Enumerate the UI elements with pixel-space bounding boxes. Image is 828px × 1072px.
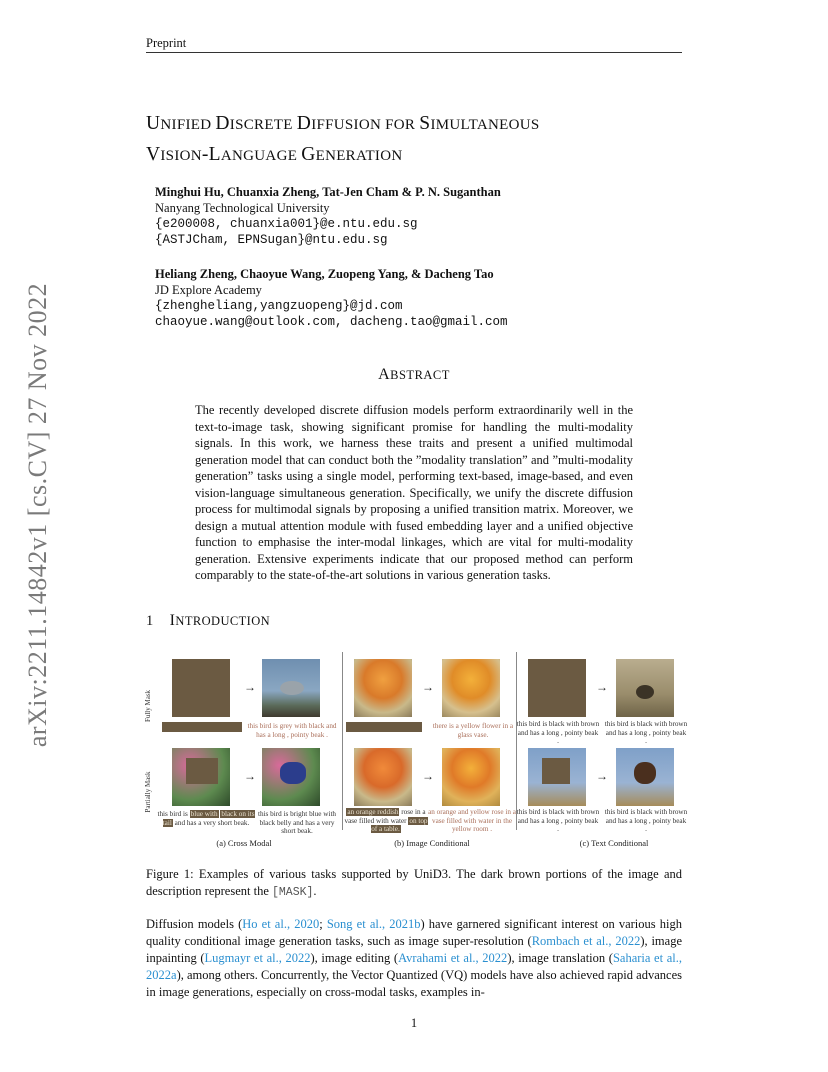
author-block-2 bbox=[155, 266, 508, 330]
author-names-1: Minghui Hu, Chuanxia Zheng, Tat-Jen Cham & P. N. Suganthan bbox=[155, 185, 501, 199]
caption-a-bottom-input: this bird is blue with black on its tail and has a very short beak. bbox=[157, 810, 255, 827]
introduction-paragraph: Diffusion models (Ho et al., 2020; Song et al., 2021b) have garnered significant interest on various high quality conditional image generation tasks, such as image super-resolution (Rombach et al., 2022), image inpainting (Lugmayr et al., 2022), image editing (Avrahami et al., 2022), image translation (Saharia et al., 2022a), among others. Concurrently, the Vector Quantized (VQ) models have also achieved rapid advances in image generations, especially on cross-modal tasks, examples in- bbox=[146, 917, 682, 999]
citation-link[interactable]: Saharia et al., 2022a bbox=[146, 951, 682, 982]
citation-link[interactable]: Avrahami et al., 2022 bbox=[398, 951, 508, 965]
row-label-partially-mask: Partially Mask bbox=[144, 771, 152, 813]
subfigure-label-c: (c) Text Conditional bbox=[579, 838, 649, 848]
title-line-2: VISION-LANGUAGE GENERATION bbox=[146, 144, 403, 165]
caption-c-top-output: this bird is black with brown and has a long , pointy beak . bbox=[604, 720, 688, 746]
row-label-fully-mask: Fully Mask bbox=[144, 689, 152, 723]
arrow-right-icon: → bbox=[596, 769, 608, 783]
arxiv-id-text: arXiv:2211.14842v1 [cs.CV] 27 Nov 2022 bbox=[23, 282, 52, 748]
caption-c-top-input: this bird is black with brown and has a long , pointy beak . bbox=[516, 720, 600, 746]
generated-bird-branch-image bbox=[616, 748, 674, 806]
header-rule bbox=[146, 52, 682, 53]
input-rose-image bbox=[354, 659, 412, 717]
caption-b-bottom-input: an orange reddish rose in a vase filled with water on top of a table. bbox=[344, 808, 428, 834]
abstract-heading: ABSTRACT bbox=[378, 366, 450, 383]
email-line-2b: chaoyue.wang@outlook.com, dacheng.tao@gmail.com bbox=[155, 315, 508, 329]
input-rose-image-2 bbox=[354, 748, 412, 806]
author-block-1 bbox=[155, 184, 501, 248]
caption-c-bottom-output: this bird is black with brown and has a long , pointy beak . bbox=[604, 808, 688, 834]
subfigure-label-a: (a) Cross Modal bbox=[216, 838, 272, 848]
caption-a-top-output: this bird is grey with black and has a long , pointy beak . bbox=[247, 722, 337, 739]
figure-1-caption: Figure 1: Examples of various tasks supported by UniD3. The dark brown portions of the image and description represent the [MASK]. bbox=[146, 867, 682, 899]
abstract-body: The recently developed discrete diffusion models perform extraordinarily well in the text-to-image task, showing significant promise for handling the multi-modality signals. In this work, we harness these traits and present a unified multimodal generation model that can conduct both the ”modality translation” and ”multi-modality generation” tasks using a single model, performing text-based, image-based, and even vision-language simultaneous generation. Specifically, we unify the discrete diffusion process for multimodal signals by proposing a unified transition matrix. Moreover, we design a mutual attention module with fused embedding layer and a unified objective function to emphasise the inter-modal linkages, which are vital for multi-modality generation. Extensive experiments indicate that our proposed method can perform comparably to the state-of-the-art solutions in various generation tasks. bbox=[195, 403, 633, 582]
generated-brown-bird-image bbox=[616, 659, 674, 717]
figure-separator bbox=[342, 652, 343, 830]
caption-c-bottom-input: this bird is black with brown and has a long , pointy beak . bbox=[516, 808, 600, 834]
figure-1 bbox=[140, 650, 688, 855]
arrow-right-icon: → bbox=[596, 680, 608, 694]
arrow-right-icon: → bbox=[422, 769, 434, 783]
input-bird-image-partial bbox=[172, 748, 230, 806]
author-names-2: Heliang Zheng, Chaoyue Wang, Zuopeng Yang, & Dacheng Tao bbox=[155, 267, 494, 281]
arrow-right-icon: → bbox=[244, 680, 256, 694]
generated-yellow-flower-image bbox=[442, 659, 500, 717]
page-number: 1 bbox=[410, 1016, 418, 1030]
arrow-right-icon: → bbox=[422, 680, 434, 694]
email-line-1a: {e200008, chuanxia001}@e.ntu.edu.sg bbox=[155, 217, 418, 231]
arrow-right-icon: → bbox=[244, 769, 256, 783]
subfigure-label-b: (b) Image Conditional bbox=[394, 838, 470, 848]
input-bird-branch-image bbox=[528, 748, 586, 806]
generated-orange-rose-image bbox=[442, 748, 500, 806]
email-line-1b: {ASTJCham, EPNSugan}@ntu.edu.sg bbox=[155, 233, 388, 247]
caption-a-bottom-output: this bird is bright blue with black belly and has a very short beak. bbox=[257, 810, 337, 836]
masked-text-bar bbox=[346, 722, 422, 732]
generated-bird-image bbox=[262, 659, 320, 717]
citation-link[interactable]: Song et al., 2021b bbox=[326, 917, 421, 931]
masked-text-bar bbox=[162, 722, 242, 732]
title-line-1: UNIFIED DISCRETE DIFFUSION FOR SIMULTANEOUS bbox=[146, 113, 540, 134]
citation-link[interactable]: Lugmayr et al., 2022 bbox=[204, 951, 311, 965]
generated-blue-bird-image bbox=[262, 748, 320, 806]
affiliation-2: JD Explore Academy bbox=[155, 283, 262, 297]
caption-b-top-output: there is a yellow flower in a glass vase. bbox=[432, 722, 514, 739]
masked-image-tile bbox=[172, 659, 230, 717]
paper-title bbox=[146, 108, 706, 170]
email-line-2a: {zhengheliang,yangzuopeng}@jd.com bbox=[155, 299, 403, 313]
affiliation-1: Nanyang Technological University bbox=[155, 201, 330, 215]
section-heading-introduction: 1 INTRODUCTION bbox=[146, 612, 271, 629]
caption-b-bottom-output: an orange and yellow rose in a vase filled with water in the yellow room . bbox=[428, 808, 516, 834]
citation-link[interactable]: Rombach et al., 2022 bbox=[531, 934, 641, 948]
arxiv-watermark bbox=[20, 280, 56, 750]
citation-link[interactable]: Ho et al., 2020 bbox=[242, 917, 320, 931]
masked-image-tile bbox=[528, 659, 586, 717]
running-head: Preprint bbox=[146, 36, 187, 50]
